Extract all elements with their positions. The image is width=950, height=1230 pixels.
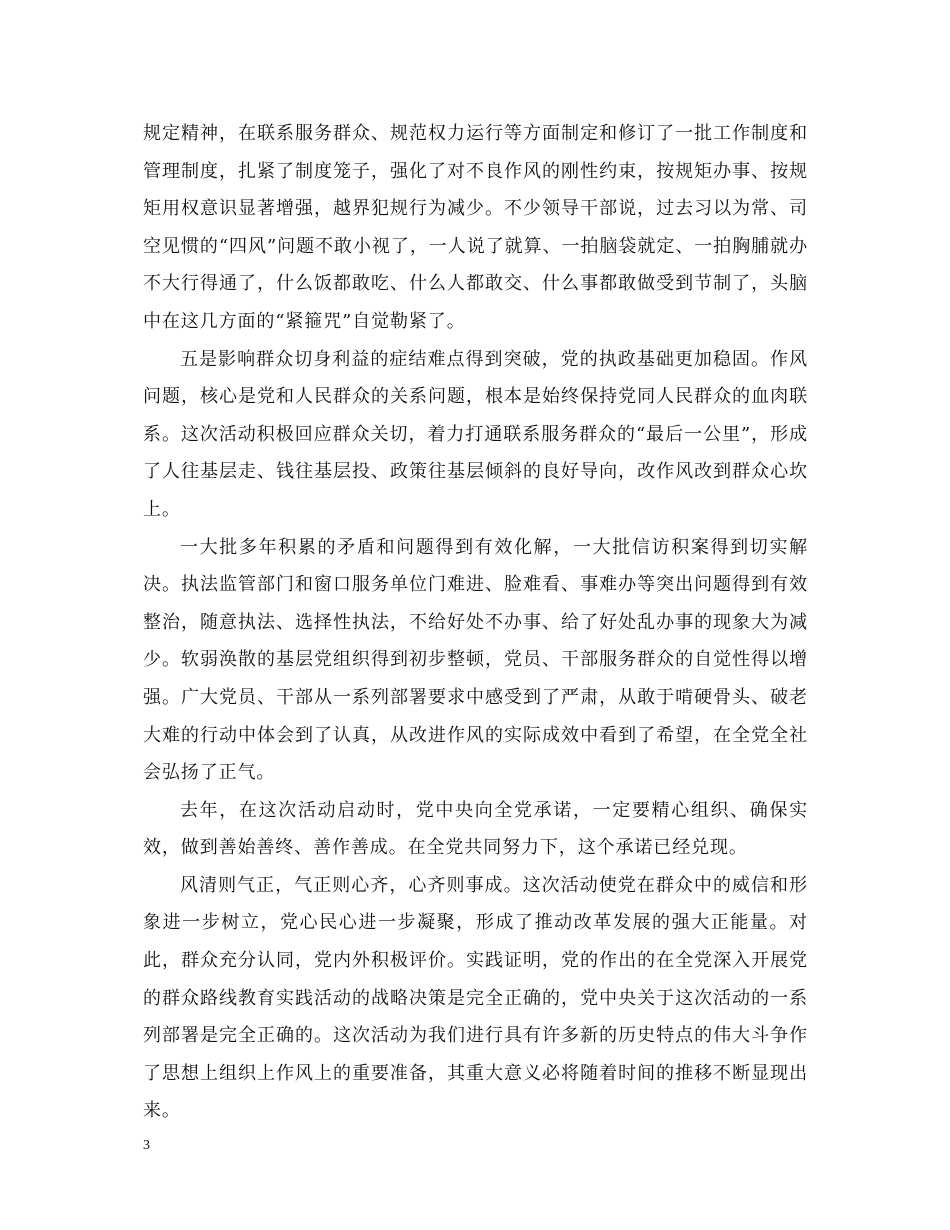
body-text [143,115,808,1130]
page-number: 3 [143,1138,150,1153]
paragraph-1: 规定精神，在联系服务群众、规范权力运行等方面制定和修订了一批工作制度和管理制度，扎紧了制度笼子，强化了对不良作风的刚性约束，按规矩办事、按规矩用权意识显著增强，越界犯规行为减少。不少领导干部说，过去习以为常、司空见惯的“四风”问题不敢小视了，一人说了就算、一拍脑袋就定、一拍胸脯就办不大行得通了，什么饭都敢吃、什么人都敢交、什么事都敢做受到节制了，头脑中在这几方面的“紧箍咒”自觉勒紧了。 [143,123,808,332]
paragraph-2: 五是影响群众切身利益的症结难点得到突破，党的执政基础更加稳固。作风问题，核心是党和人民群众的关系问题，根本是始终保持党同人民群众的血肉联系。这次活动积极回应群众关切，着力打通联系服务群众的“最后一公里”，形成了人往基层走、钱往基层投、政策往基层倾斜的良好导向，改作风改到群众心坎上。 [143,348,808,520]
paragraph-4: 去年，在这次活动启动时，党中央向全党承诺，一定要精心组织、确保实效，做到善始善终、善作善成。在全党共同努力下，这个承诺已经兑现。 [143,799,808,859]
paragraph-3: 一大批多年积累的矛盾和问题得到有效化解，一大批信访积案得到切实解决。执法监管部门和窗口服务单位门难进、脸难看、事难办等突出问题得到有效整治，随意执法、选择性执法，不给好处不办事、给了好处乱办事的现象大为减少。软弱涣散的基层党组织得到初步整顿，党员、干部服务群众的自觉性得以增强。广大党员、干部从一系列部署要求中感受到了严肃，从敢于啃硬骨头、破老大难的行动中体会到了认真，从改进作风的实际成效中看到了希望，在全党全社会弘扬了正气。 [143,536,808,784]
paragraph-5: 风清则气正，气正则心齐，心齐则事成。这次活动使党在群众中的威信和形象进一步树立，党心民心进一步凝聚，形成了推动改革发展的强大正能量。对此，群众充分认同，党内外积极评价。实践证明，党的作出的在全党深入开展党的群众路线教育实践活动的战略决策是完全正确的，党中央关于这次活动的一系列部署是完全正确的。这次活动为我们进行具有许多新的历史特点的伟大斗争作了思想上组织上作风上的重要准备，其重大意义必将随着时间的推移不断显现出来。 [143,874,808,1122]
